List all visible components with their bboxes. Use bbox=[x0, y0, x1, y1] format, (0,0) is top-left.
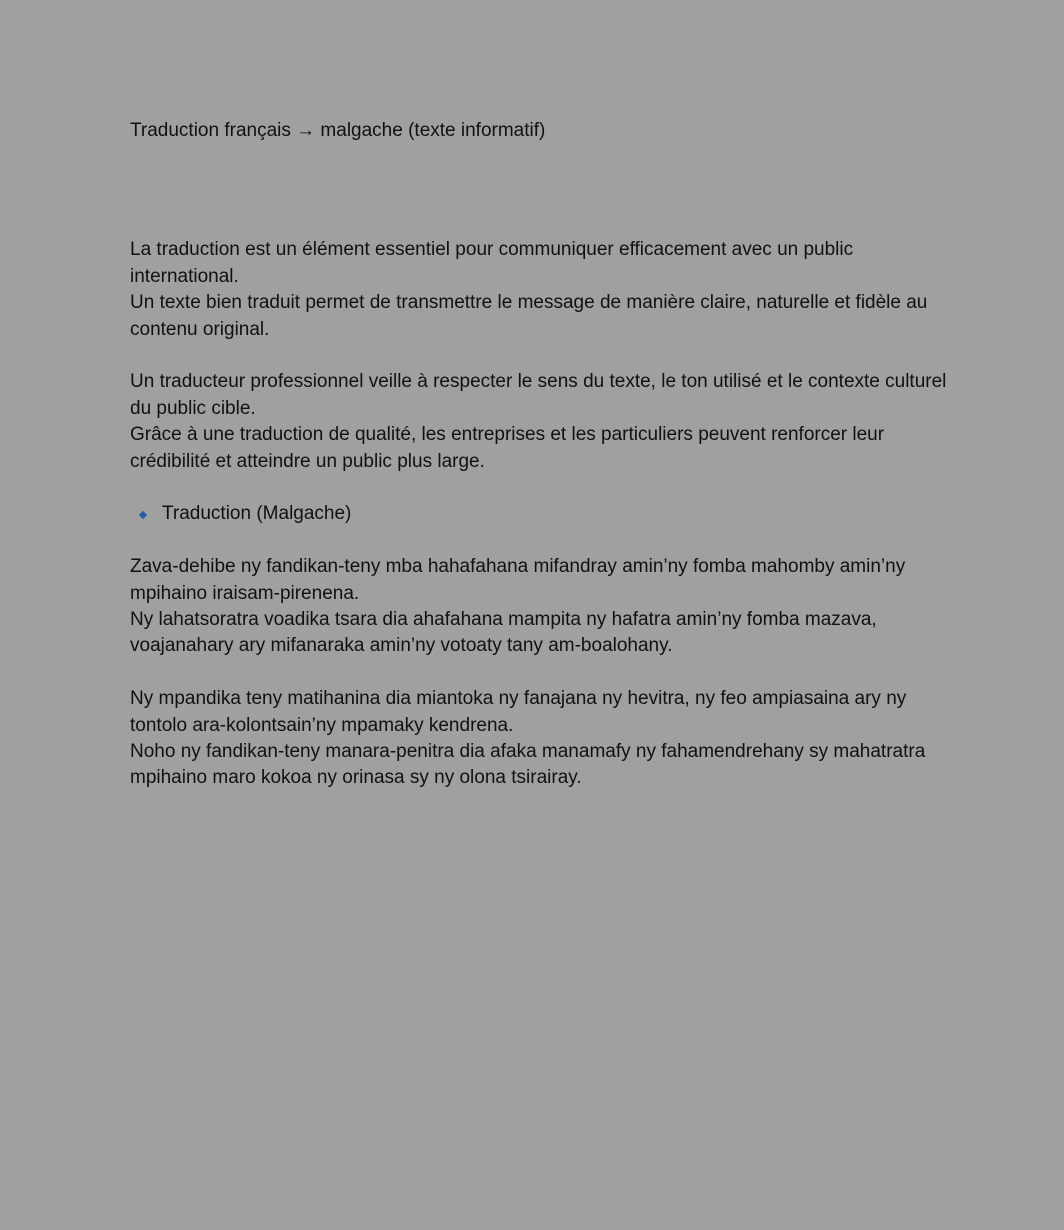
document-title: Traduction français → malgache (texte informatif) bbox=[130, 120, 546, 141]
document-content bbox=[130, 118, 950, 792]
malagasy-paragraph: Ny mpandika teny matihanina dia miantoka ny fanajana ny hevitra, ny feo ampiasaina ary ny tontolo ara-kolontsain’ny mpamaky kendrena. bbox=[130, 688, 907, 736]
malagasy-paragraph: Zava-dehibe ny fandikan-teny mba hahafahana mifandray amin’ny fomba mahomby amin’ny mpihaino iraisam-pirenena. bbox=[130, 556, 906, 604]
spacer bbox=[130, 528, 950, 554]
malagasy-section-heading bbox=[130, 501, 950, 527]
french-paragraph: Un traducteur professionnel veille à respecter le sens du texte, le ton utilisé et le contexte culturel du public cible. bbox=[130, 371, 947, 419]
section-heading-label: Traduction (Malgache) bbox=[162, 503, 352, 525]
french-paragraph: Un texte bien traduit permet de transmettre le message de manière claire, naturelle et fidèle au contenu original. bbox=[130, 292, 928, 340]
malagasy-paragraph: Ny lahatsoratra voadika tsara dia ahafahana mampita ny hafatra amin’ny fomba mazava, voajanahary ary mifanaraka amin’ny votoaty tany am-boalohany. bbox=[130, 609, 877, 657]
malagasy-paragraphs-1 bbox=[130, 554, 950, 660]
french-paragraphs-1 bbox=[130, 237, 950, 343]
spacer bbox=[130, 343, 950, 369]
spacer bbox=[130, 660, 950, 686]
malagasy-paragraphs-2 bbox=[130, 686, 950, 792]
spacer bbox=[130, 475, 950, 501]
spacer bbox=[130, 144, 950, 237]
french-paragraphs-2 bbox=[130, 369, 950, 475]
diamond-bullet-icon bbox=[139, 510, 147, 518]
malagasy-paragraph: Noho ny fandikan-teny manara-penitra dia afaka manamafy ny fahamendrehany sy mahatratra mpihaino maro kokoa ny orinasa sy ny olona tsirairay. bbox=[130, 741, 926, 789]
french-paragraph: Grâce à une traduction de qualité, les entreprises et les particuliers peuvent renforcer leur crédibilité et atteindre un public plus large. bbox=[130, 424, 885, 472]
french-paragraph: La traduction est un élément essentiel pour communiquer efficacement avec un public international. bbox=[130, 239, 854, 287]
